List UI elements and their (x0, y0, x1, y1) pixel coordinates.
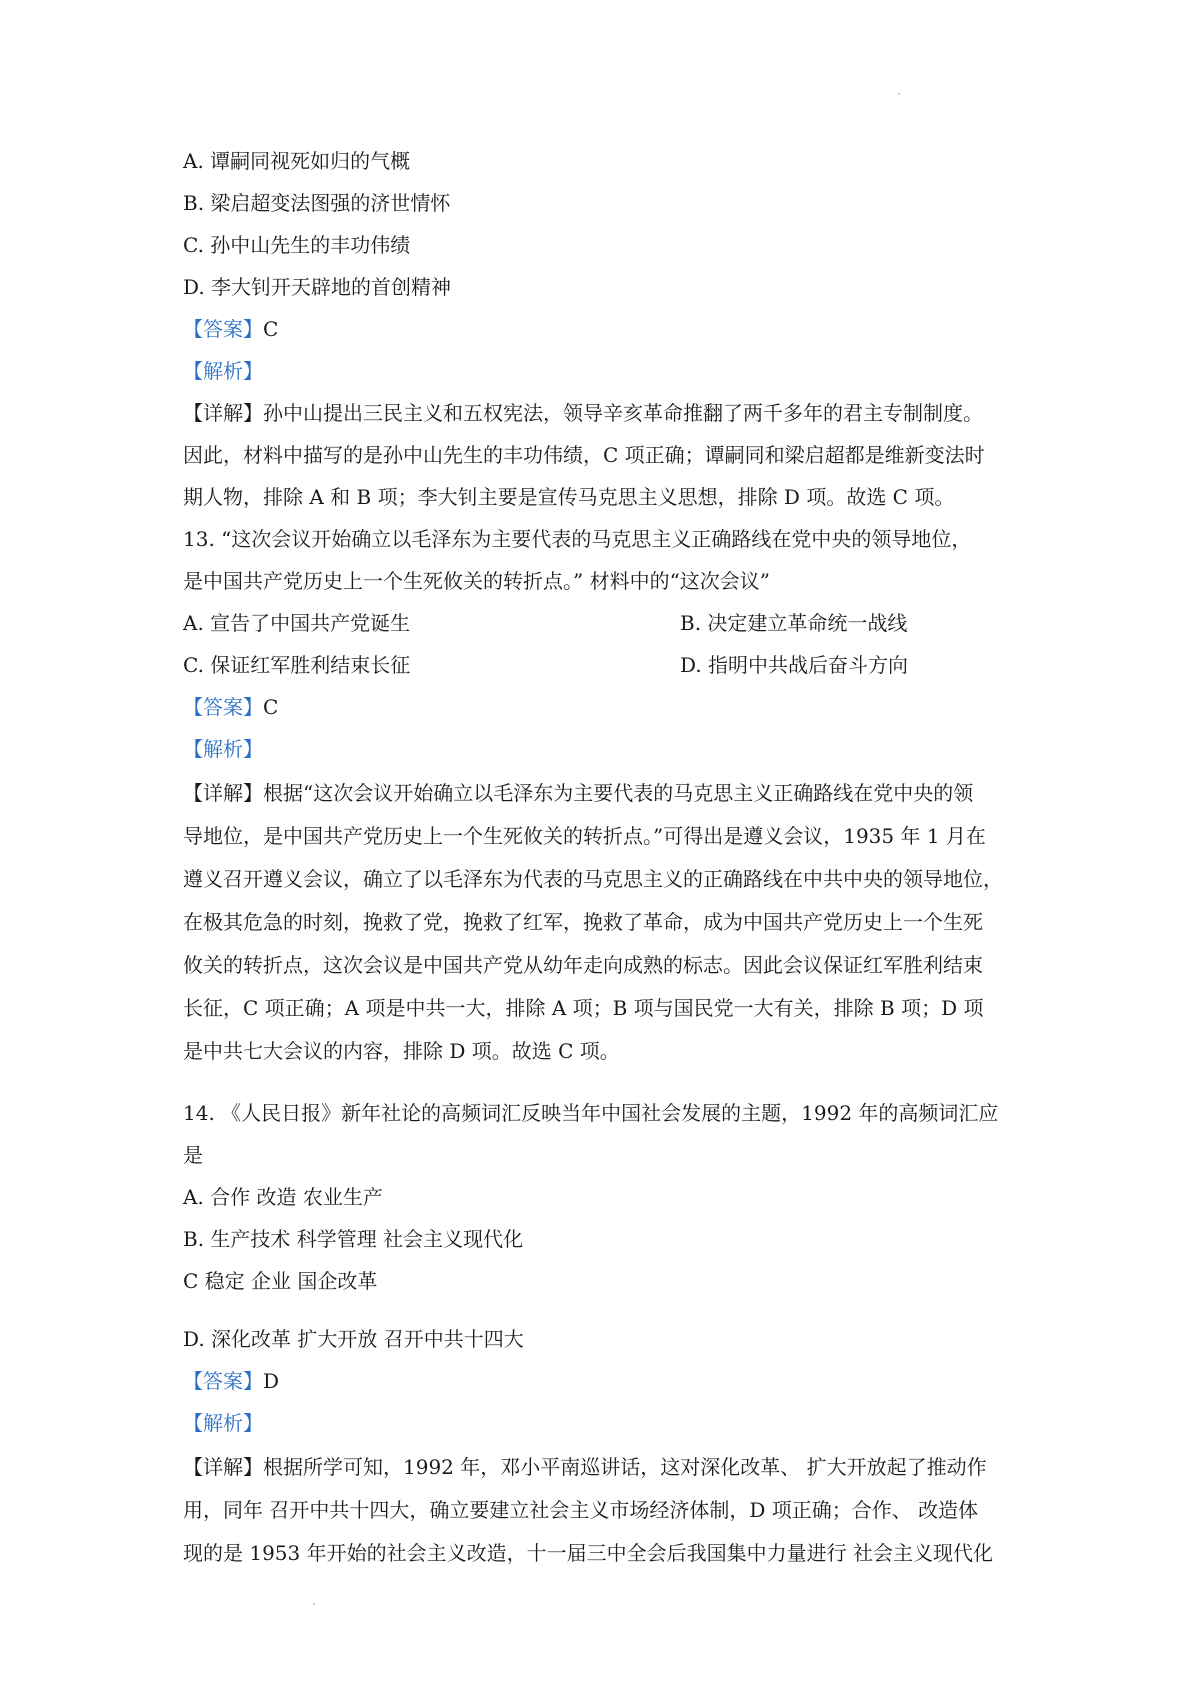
answer-tag: 【答案】 (183, 1369, 263, 1393)
q14-detail-line (183, 1452, 987, 1482)
q13-stem: 13. “这次会议开始确立以毛泽东为主要代表的马克思主义正确路线在党中央的领导地位， (183, 527, 972, 551)
q14-option-d: D. 深化改革 扩大开放 召开中共十四大 (183, 1327, 524, 1351)
q12-answer (183, 314, 278, 344)
q14-stem: 14. 《人民日报》新年社论的高频词汇反映当年中国社会发展的主题，1992 年的高频词汇应 (183, 1101, 999, 1125)
q13-detail-line: 长征，C 项正确；A 项是中共一大，排除 A 项；B 项与国民党一大有关，排除 B 项；D 项 (183, 996, 984, 1020)
q14-option-c: C 稳定 企业 国企改革 (183, 1269, 378, 1293)
q12-option-d: D. 李大钊开天辟地的首创精神 (183, 275, 452, 299)
q12-detail-line: 期人物，排除 A 和 B 项；李大钊主要是宣传马克思主义思想，排除 D 项。故选 C 项。 (183, 485, 955, 509)
detail-text: 根据所学可知，1992 年，邓小平南巡讲话，这对深化改革、 扩大开放起了推动作 (263, 1455, 987, 1479)
answer-value: C (263, 317, 279, 341)
scan-speck (898, 93, 900, 95)
detail-tag: 【详解】 (183, 781, 263, 805)
detail-tag: 【详解】 (183, 1455, 263, 1479)
q14-detail-line: 现的是 1953 年开始的社会主义改造，十一届三中全会后我国集中力量进行 社会主义现代化 (183, 1541, 993, 1565)
answer-tag: 【答案】 (183, 317, 263, 341)
q13-analysis-tag: 【解析】 (183, 737, 263, 761)
q13-option-b: B. 决定建立革命统一战线 (680, 611, 908, 635)
q14-stem: 是 (183, 1143, 203, 1167)
q13-option-d: D. 指明中共战后奋斗方向 (680, 653, 909, 677)
q13-detail-line (183, 778, 973, 808)
q12-option-c: C. 孙中山先生的丰功伟绩 (183, 233, 411, 257)
q13-detail-line: 攸关的转折点，这次会议是中国共产党从幼年走向成熟的标志。因此会议保证红军胜利结束 (183, 953, 983, 977)
q13-option-a: A. 宣告了中国共产党诞生 (183, 611, 411, 635)
detail-tag: 【详解】 (183, 401, 263, 425)
q12-detail-line: 因此，材料中描写的是孙中山先生的丰功伟绩，C 项正确；谭嗣同和梁启超都是维新变法时 (183, 443, 985, 467)
detail-text: 孙中山提出三民主义和五权宪法，领导辛亥革命推翻了两千多年的君主专制制度。 (263, 401, 983, 425)
q14-option-b: B. 生产技术 科学管理 社会主义现代化 (183, 1227, 524, 1251)
q13-detail-line: 导地位，是中国共产党历史上一个生死攸关的转折点。”可得出是遵义会议，1935 年 1 月在 (183, 824, 986, 848)
answer-value: D (263, 1369, 280, 1393)
q14-answer (183, 1366, 279, 1396)
q12-analysis-tag: 【解析】 (183, 359, 263, 383)
q14-option-a: A. 合作 改造 农业生产 (183, 1185, 383, 1209)
q13-option-c: C. 保证红军胜利结束长征 (183, 653, 411, 677)
q12-option-b: B. 梁启超变法图强的济世情怀 (183, 191, 451, 215)
q12-option-a: A. 谭嗣同视死如归的气概 (183, 149, 411, 173)
q13-stem: 是中国共产党历史上一个生死攸关的转折点。” 材料中的“这次会议” (183, 569, 771, 593)
q13-answer (183, 692, 278, 722)
q14-analysis-tag: 【解析】 (183, 1411, 263, 1435)
q12-detail-line (183, 398, 983, 428)
answer-tag: 【答案】 (183, 695, 263, 719)
q14-detail-line: 用，同年 召开中共十四大，确立要建立社会主义市场经济体制，D 项正确；合作、 改造体 (183, 1498, 979, 1522)
q13-detail-line: 在极其危急的时刻，挽救了党，挽救了红军，挽救了革命，成为中国共产党历史上一个生死 (183, 910, 983, 934)
answer-value: C (263, 695, 279, 719)
q13-detail-line: 遵义召开遵义会议，确立了以毛泽东为代表的马克思主义的正确路线在中共中央的领导地位， (183, 867, 1003, 891)
detail-text: 根据“这次会议开始确立以毛泽东为主要代表的马克思主义正确路线在党中央的领 (263, 781, 974, 805)
scan-speck (313, 1603, 315, 1605)
q13-detail-line: 是中共七大会议的内容，排除 D 项。故选 C 项。 (183, 1039, 620, 1063)
